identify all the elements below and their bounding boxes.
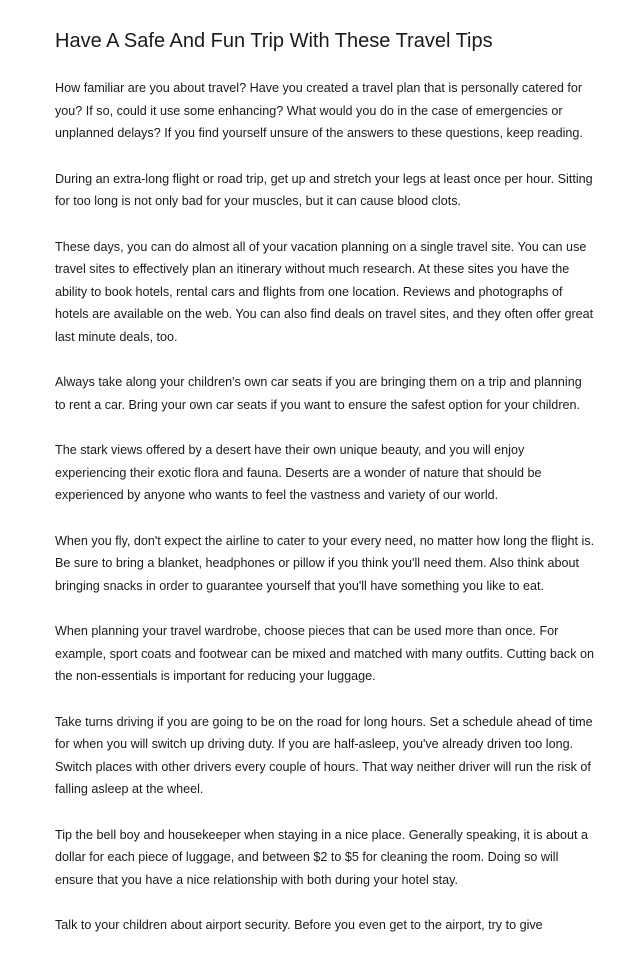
document-title: Have A Safe And Fun Trip With These Travel Tips	[55, 30, 493, 52]
paragraph: Always take along your children's own car seats if you are bringing them on a trip and planning to rent a car. Bring your own car seats if you want to ensure the safest option for your children.	[55, 375, 582, 412]
document-body	[55, 29, 595, 960]
paragraph: Take turns driving if you are going to be on the road for long hours. Set a schedule ahead of time for when you will switch up driving duty. If you are half-asleep, you've already driven too long. Switch places with other drivers every couple of hours. That way neither driver will run the risk of falling asleep at the wheel.	[55, 714, 593, 796]
paragraph: When you fly, don't expect the airline to cater to your every need, no matter how long the flight is. Be sure to bring a blanket, headphones or pillow if you think you'll need them. Also think about bringing snacks in order to guarantee yourself that you'll have something you like to eat.	[55, 533, 595, 593]
paragraph: When planning your travel wardrobe, choose pieces that can be used more than once. For example, sport coats and footwear can be mixed and matched with many outfits. Cutting back on the non-essentials is important for reducing your luggage.	[55, 624, 595, 683]
paragraph: These days, you can do almost all of your vacation planning on a single travel site. You can use travel sites to effectively plan an itinerary without much research. At these sites you have the ability to book hotels, rental cars and flights from one location. Reviews and photographs of hotels are available on the web. You can also find deals on travel sites, and they often offer great last minute deals, too.	[55, 239, 594, 344]
paragraph: Tip the bell boy and housekeeper when staying in a nice place. Generally speaking, it is about a dollar for each piece of luggage, and between $2 to $5 for cleaning the room. Doing so will ensure that you have a nice relationship with both during your hotel stay.	[55, 827, 589, 887]
paragraph: How familiar are you about travel? Have you created a travel plan that is personally catered for you? If so, could it use some enhancing? What would you do in the case of emergencies or unplanned delays? If you find yourself unsure of the answers to these questions, keep reading.	[55, 81, 583, 140]
paragraph: The stark views offered by a desert have their own unique beauty, and you will enjoy experiencing their exotic flora and fauna. Deserts are a wonder of nature that should be experienced by anyone who wants to feel the vastness and variety of our world.	[55, 443, 542, 502]
paragraph: Talk to your children about airport security. Before you even get to the airport, try to give	[55, 918, 543, 932]
paragraph: During an extra-long flight or road trip, get up and stretch your legs at least once per hour. Sitting for too long is not only bad for your muscles, but it can cause blood clots.	[55, 171, 593, 208]
